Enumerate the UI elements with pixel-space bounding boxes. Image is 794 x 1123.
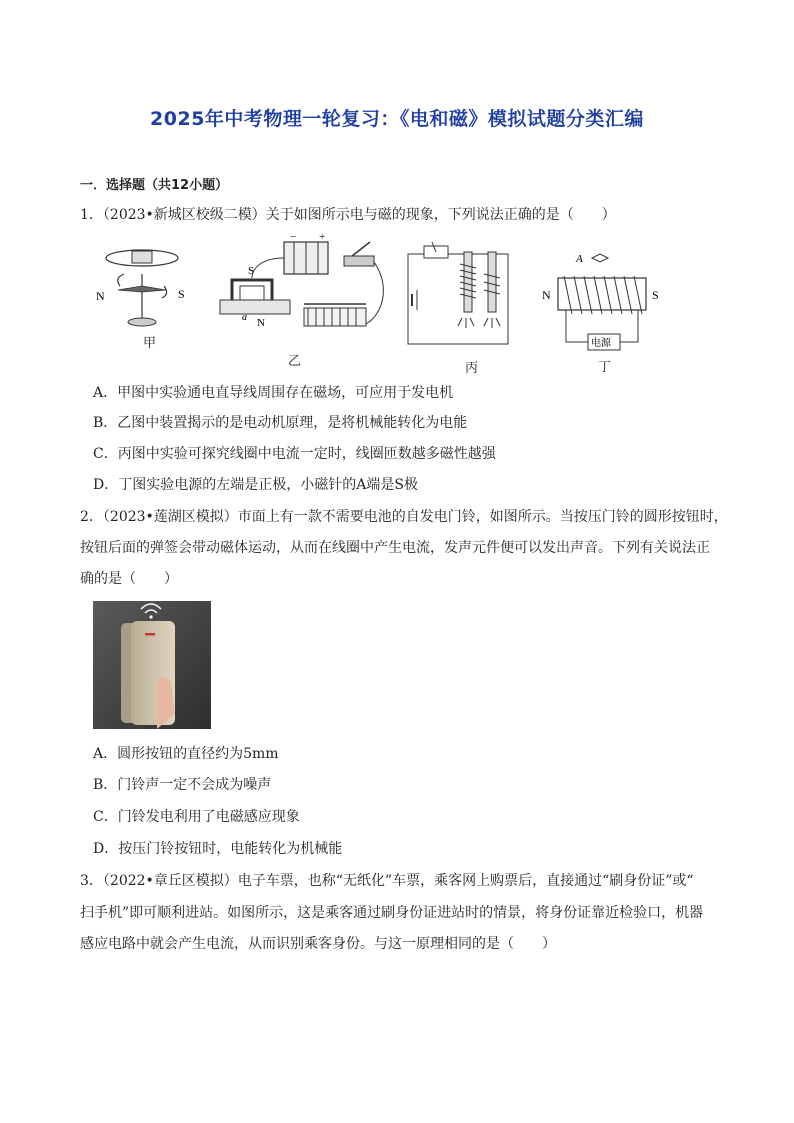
figure-ding bbox=[536, 248, 676, 358]
svg-text:a: a bbox=[242, 312, 247, 323]
q2-option-a: A．圆形按钮的直径约为5mm bbox=[93, 746, 279, 762]
page-title: 2025年中考物理一轮复习：《电和磁》模拟试题分类汇编 bbox=[150, 108, 644, 130]
caption-jia: 甲 bbox=[143, 336, 157, 351]
q2-option-b: B．门铃声一定不会成为噪声 bbox=[93, 777, 272, 793]
q1-option-c: C．丙图中实验可探究线圈中电流一定时，线圈匝数越多磁性越强 bbox=[93, 446, 496, 462]
figure-jia bbox=[92, 246, 192, 356]
figure-bing bbox=[402, 240, 522, 350]
q1-option-a: A．甲图中实验通电直导线周围存在磁场，可应用于发电机 bbox=[93, 385, 454, 401]
q2-stem-line-2: 按钮后面的弹签会带动磁体运动，从而在线圈中产生电流，发声元件便可以发出声音。下列有关说法正 bbox=[80, 540, 710, 556]
svg-text:N: N bbox=[542, 288, 551, 302]
svg-text:S: S bbox=[248, 265, 255, 277]
caption-ding: 丁 bbox=[598, 360, 612, 375]
q3-stem-line-2: 扫手机”即可顺利进站。如图所示，这是乘客通过刷身份证进站时的情景，将身份证靠近检验口，机器 bbox=[80, 905, 704, 921]
q3-stem-line-3: 感应电路中就会产生电流，从而识别乘客身份。与这一原理相同的是（ ） bbox=[80, 936, 556, 952]
caption-yi: 乙 bbox=[288, 354, 302, 369]
q2-stem-line-1: 2．（2023•莲湖区模拟）市面上有一款不需要电池的自发电门铃，如图所示。当按压门铃的圆形按钮时， bbox=[80, 509, 728, 525]
label-n: N bbox=[96, 289, 105, 303]
label-power: 电源 bbox=[591, 338, 611, 349]
q1-stem: 1．（2023•新城区校级二模）关于如图所示电与磁的现象，下列说法正确的是（ ） bbox=[80, 207, 616, 223]
svg-text:N: N bbox=[257, 317, 265, 329]
q2-option-d: D．按压门铃按钮时，电能转化为机械能 bbox=[93, 841, 343, 857]
svg-text:−: − bbox=[290, 231, 297, 243]
caption-bing: 丙 bbox=[465, 361, 479, 376]
svg-text:S: S bbox=[652, 288, 659, 302]
q1-option-b: B．乙图中装置揭示的是电动机原理，是将机械能转化为电能 bbox=[93, 415, 468, 431]
q2-stem-line-3: 确的是（ ） bbox=[80, 571, 178, 587]
svg-text:+: + bbox=[319, 231, 326, 243]
q2-option-c: C．门铃发电利用了电磁感应现象 bbox=[93, 809, 300, 825]
section-heading: 一．选择题（共12小题） bbox=[80, 178, 229, 193]
doorbell-photo bbox=[93, 601, 211, 729]
q1-option-d: D．丁图实验电源的左端是正极，小磁针的A端是S极 bbox=[93, 477, 418, 493]
label-s: S bbox=[178, 287, 185, 301]
q3-stem-line-1: 3．（2022•章丘区模拟）电子车票，也称“无纸化”车票，乘客网上购票后，直接通过“刷身份证”或“ bbox=[80, 873, 694, 889]
figure-yi bbox=[212, 228, 392, 348]
svg-text:A: A bbox=[576, 253, 583, 265]
